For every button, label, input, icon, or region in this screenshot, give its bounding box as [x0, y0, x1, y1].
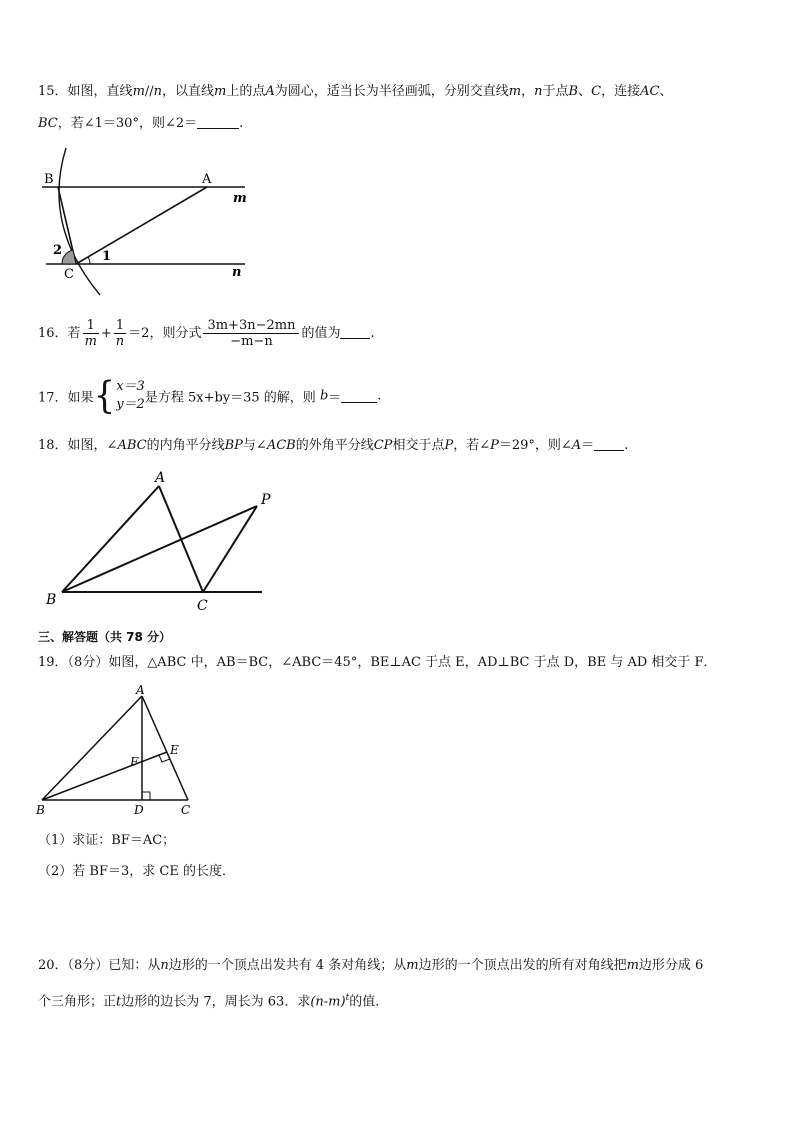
label-b: B: [36, 803, 45, 817]
q15-line2: BC，若∠1＝30°，则∠2＝ .: [38, 116, 244, 131]
label-c: C: [64, 267, 74, 282]
label-e: E: [170, 743, 179, 757]
label-b: B: [46, 592, 57, 608]
segment-ab: [42, 696, 142, 800]
segment-ab: [62, 486, 159, 592]
q18-figure: [40, 466, 280, 616]
fraction-1-over-m: $\frac{1}{m}$: [84, 318, 97, 349]
q20-line2: 个三角形；正t边形的边长为 7，周长为 63．求$(n-m)^t$的值．: [38, 993, 389, 1010]
label-c: C: [181, 803, 191, 817]
label-a: A: [202, 172, 212, 187]
answer-blank[interactable]: [197, 115, 239, 129]
label-n: n: [232, 265, 242, 280]
angle-1-mark: [88, 257, 90, 264]
label-a: A: [155, 470, 166, 486]
answer-blank[interactable]: [340, 325, 370, 339]
q19-part2: （2）若 BF＝3，求 CE 的长度．: [38, 864, 235, 879]
q18: 18．如图，∠ABC的内角平分线BP与∠ACB的外角平分线CP相交于点P，若∠P＝29°，则∠A＝ .: [38, 438, 629, 453]
answer-blank[interactable]: [594, 437, 624, 451]
segment-bp: [62, 506, 257, 592]
label-p: P: [261, 492, 271, 508]
q17: 17．如果{ x＝3 y＝2 是方程 5x+by＝35 的解，则 b＝ .: [38, 374, 382, 418]
label-1: 1: [102, 249, 112, 264]
q19-figure: [30, 682, 210, 822]
segment-ac: [142, 696, 188, 800]
label-c: C: [197, 598, 208, 614]
label-2: 2: [53, 243, 63, 258]
segment-be: [42, 752, 167, 800]
label-b: B: [44, 172, 54, 187]
label-f: F: [130, 755, 139, 769]
answer-blank[interactable]: [341, 389, 377, 403]
q15-line1: 15．如图，直线m//n，以直线m上的点A为圆心，适当长为半径画弧，分别交直线m，n于点B、C，连接AC、: [38, 84, 673, 99]
q16: 16．若 $\frac{1}{m}$ + $\frac{1}{n}$ ＝2，则分式 $\frac{3m+3n-2mn}{-m-n}$ 的值为 .: [38, 318, 375, 349]
q19-part1: （1）求证：BF＝AC；: [38, 833, 176, 848]
right-angle-d: [142, 792, 150, 800]
segment-ac: [76, 187, 207, 264]
fraction-expression: $\frac{3m+3n-2mn}{-m-n}$: [203, 318, 299, 349]
label-m: m: [233, 191, 247, 206]
label-a: A: [136, 683, 145, 697]
q15-figure: [30, 140, 260, 300]
fraction-1-over-n: $\frac{1}{n}$: [115, 318, 125, 349]
brace-icon: {: [93, 374, 116, 418]
q20-line1: 20．（8分）已知：从n边形的一个顶点出发共有 4 条对角线；从m边形的一个顶点出发的所有对角线把m边形分成 6: [38, 958, 704, 973]
equation-system: x＝3 y＝2: [116, 379, 145, 412]
angle-2-mark: [62, 250, 76, 264]
label-d: D: [134, 803, 144, 817]
section-title: 三、解答题（共 78 分）: [38, 630, 172, 644]
q19-stem: 19．（8分）如图，△ABC 中，AB＝BC，∠ABC＝45°，BE⊥AC 于点 E，AD⊥BC 于点 D，BE 与 AD 相交于 F．: [38, 655, 717, 670]
